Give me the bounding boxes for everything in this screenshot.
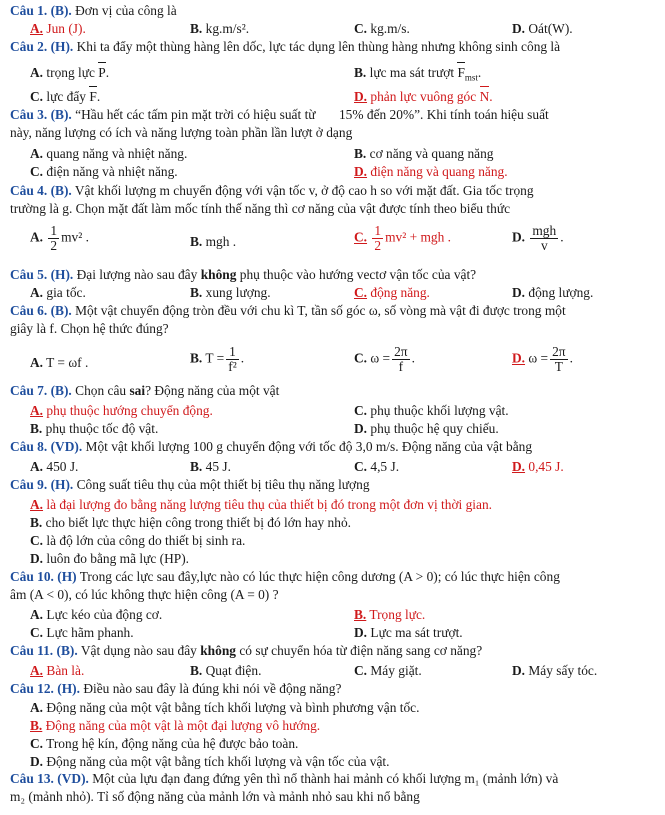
question-label: Câu 13. xyxy=(10,771,54,786)
option-c[interactable]: C. 4,5 J. xyxy=(354,459,400,474)
option-b[interactable]: B. lực ma sát trượt $F_{mst}$. xyxy=(354,65,482,83)
question-label: Câu 10. xyxy=(10,569,54,584)
option-a[interactable]: A. phụ thuộc hướng chuyển động. xyxy=(30,403,213,418)
question-text-cont: m₂ (mảnh nhỏ). Tỉ số động năng của mảnh lớn và mảnh nhỏ sau khi nổ bằng xyxy=(10,789,420,804)
question-text-post: phụ thuộc vào hướng vectơ vận tốc của vật? xyxy=(239,267,477,282)
option-c[interactable]: C. phụ thuộc khối lượng vật. xyxy=(354,403,509,418)
option-d[interactable]: D. luôn đo bằng mã lực (HP). xyxy=(30,551,190,566)
question-text: Vật dụng nào sau đây xyxy=(80,643,197,658)
question-label: Câu 1. xyxy=(10,3,48,18)
question-text: Đơn vị của công là xyxy=(75,3,177,18)
question-8 xyxy=(10,438,658,456)
question-text: Điều nào sau đây là đúng khi nói về động năng? xyxy=(83,681,342,696)
option-b[interactable]: B. kg.m/s². xyxy=(190,21,250,36)
question-level: (VD). xyxy=(57,771,89,786)
option-c[interactable]: C. động năng. xyxy=(354,285,430,300)
question-10-options-row2 xyxy=(30,624,660,642)
option-c[interactable]: C. Lực hãm phanh. xyxy=(30,625,134,640)
question-2-options-row1 xyxy=(30,64,660,82)
question-2 xyxy=(10,38,658,56)
question-level: (B). xyxy=(50,3,72,18)
question-text-cont: trường là g. Chọn mặt đất làm mốc tính thế năng thì cơ năng của vật được tính theo biểu thức xyxy=(10,201,511,216)
option-a[interactable]: A. $\frac{1}{2}$ mv² . xyxy=(30,223,89,253)
question-text: Một của lựu đạn đang đứng yên thì nổ thành hai mảnh có khối lượng m₁ (mảnh lớn) và xyxy=(92,771,559,786)
question-level: (H). xyxy=(50,477,74,492)
question-keyword: sai xyxy=(129,383,146,398)
question-3 xyxy=(10,106,658,142)
option-d[interactable]: D. Lực ma sát trượt. xyxy=(354,625,463,640)
option-c[interactable]: C. Trong hệ kín, động năng của hệ được bảo toàn. xyxy=(30,736,299,751)
option-b[interactable]: B. cho biết lực thực hiện công trong thiết bị đó lớn hay nhỏ. xyxy=(30,515,351,530)
option-a[interactable]: A. T = ωf . xyxy=(30,355,89,370)
question-text: Đại lượng nào sau đây xyxy=(76,267,198,282)
question-6-options xyxy=(30,344,660,374)
option-c[interactable]: C. Máy giặt. xyxy=(354,663,422,678)
option-b[interactable]: B. phụ thuộc tốc độ vật. xyxy=(30,421,159,436)
question-level: (H). xyxy=(50,39,74,54)
option-d[interactable]: D. phản lực vuông góc N. xyxy=(354,89,493,104)
option-a[interactable]: A. trọng lực P. xyxy=(30,65,110,80)
option-a[interactable]: A. Lực kéo của động cơ. xyxy=(30,607,163,622)
question-7-options-row1 xyxy=(30,402,660,420)
question-text: Vật khối lượng m chuyển động với vận tốc v, ở độ cao h so với mặt đất. Gia tốc trọng xyxy=(74,183,534,198)
question-text: Một vật khối lượng 100 g chuyển động với tốc độ 3,0 m/s. Động năng của vật bằng xyxy=(85,439,533,454)
question-text-post: có sự chuyển hóa từ điện năng sang cơ năng? xyxy=(239,643,483,658)
question-8-options xyxy=(30,458,660,476)
option-b[interactable]: B. xung lượng. xyxy=(190,285,271,300)
question-label: Câu 3. xyxy=(10,107,48,122)
option-d[interactable]: D. phụ thuộc hệ quy chiếu. xyxy=(354,421,499,436)
option-d[interactable]: D. Động năng của một vật bằng tích khối lượng và vận tốc của vật. xyxy=(30,754,390,769)
option-b[interactable]: B. Động năng của một vật là một đại lượng vô hướng. xyxy=(30,718,321,733)
option-a[interactable]: A. là đại lượng đo bằng năng lượng tiêu thụ của thiết bị đó trong một đơn vị thời gian. xyxy=(30,497,493,512)
question-label: Câu 11. xyxy=(10,643,54,658)
question-text: Chọn câu xyxy=(75,383,127,398)
option-c[interactable]: C. điện năng và nhiệt năng. xyxy=(30,164,178,179)
question-5-options xyxy=(30,284,660,302)
question-3-options-row2 xyxy=(30,163,660,181)
option-b[interactable]: B. 45 J. xyxy=(190,459,231,474)
question-text-cont: giây là f. Chọn hệ thức đúng? xyxy=(10,321,169,336)
question-5 xyxy=(10,266,658,284)
option-a[interactable]: A. Động năng của một vật bằng tích khối lượng và bình phương vận tốc. xyxy=(30,700,420,715)
question-keyword: không xyxy=(200,643,236,658)
question-level: (B). xyxy=(50,183,72,198)
option-b[interactable]: B. cơ năng và quang năng xyxy=(354,146,494,161)
question-keyword: không xyxy=(200,267,237,282)
question-text-cont: âm (A < 0), có lúc không thực hiện công (A = 0) ? xyxy=(10,587,279,602)
question-12 xyxy=(10,680,658,698)
question-label: Câu 12. xyxy=(10,681,54,696)
option-d[interactable]: D. Oát(W). xyxy=(512,21,573,36)
question-label: Câu 4. xyxy=(10,183,48,198)
question-text-cont: này, năng lượng có ích và năng lượng toàn phần lần lượt ở dạng xyxy=(10,125,353,140)
question-level: (H). xyxy=(57,681,80,696)
option-d[interactable]: D. $\frac{\text{mgh}}{v}$ . xyxy=(512,223,564,253)
question-13 xyxy=(10,770,658,806)
question-label: Câu 9. xyxy=(10,477,48,492)
option-d[interactable]: D. điện năng và quang năng. xyxy=(354,164,508,179)
question-text: “Hầu hết các tấm pin mặt trời có hiệu suất từ 15% đến 20%”. Khi tính toán hiệu suất xyxy=(75,107,549,122)
option-c[interactable]: C. $\frac{1}{2}$ mv² + mgh . xyxy=(354,223,451,253)
option-b[interactable]: B. Trọng lực. xyxy=(354,607,426,622)
question-level: (B). xyxy=(50,303,72,318)
option-a[interactable]: A. gia tốc. xyxy=(30,285,86,300)
option-b[interactable]: B. T = $\frac{1}{\text{f²}}$ . xyxy=(190,344,245,374)
question-level: (VD). xyxy=(50,439,83,454)
question-11 xyxy=(10,642,658,660)
question-label: Câu 2. xyxy=(10,39,48,54)
question-9 xyxy=(10,476,658,494)
option-c[interactable]: C. lực đẩy F. xyxy=(30,89,101,104)
question-text-post: ? Động năng của một vật xyxy=(145,383,280,398)
question-label: Câu 7. xyxy=(10,383,48,398)
option-a[interactable]: A. 450 J. xyxy=(30,459,79,474)
question-level: (B). xyxy=(50,383,72,398)
option-d[interactable]: D. động lượng. xyxy=(512,285,594,300)
question-7-options-row2 xyxy=(30,420,660,438)
question-text: Khi ta đẩy một thùng hàng lên dốc, lực tác dụng lên thùng hàng nhưng không sinh công là xyxy=(76,39,561,54)
question-2-options-row2 xyxy=(30,88,660,106)
question-level: (H). xyxy=(50,267,74,282)
question-10 xyxy=(10,568,658,604)
question-1-options xyxy=(30,20,660,38)
option-c[interactable]: C. kg.m/s. xyxy=(354,21,410,36)
question-7 xyxy=(10,382,658,400)
question-text: Một vật chuyển động tròn đều với chu kì T, tần số góc ω, số vòng mà vật đi được trong một xyxy=(75,303,566,318)
option-a[interactable]: A. quang năng và nhiệt năng. xyxy=(30,146,188,161)
option-b[interactable]: B. mgh . xyxy=(190,234,237,249)
question-4-options xyxy=(30,223,660,253)
question-4 xyxy=(10,182,658,218)
option-c[interactable]: C. ω = $\frac{2\pi}{f}$ . xyxy=(354,344,415,374)
option-c[interactable]: C. là độ lớn của công do thiết bị sinh ra. xyxy=(30,533,246,548)
option-a[interactable]: A. Jun (J). xyxy=(30,21,86,36)
question-text: Công suất tiêu thụ của một thiết bị tiêu thụ năng lượng xyxy=(76,477,370,492)
question-text: Trong các lực sau đây,lực nào có lúc thực hiện công dương (A > 0); có lúc thực hiện công xyxy=(79,569,560,584)
question-label: Câu 6. xyxy=(10,303,48,318)
question-6 xyxy=(10,302,658,338)
option-d[interactable]: D. ω = $\frac{2\pi}{T}$ . xyxy=(512,344,573,374)
question-label: Câu 8. xyxy=(10,439,48,454)
question-11-options xyxy=(30,662,660,680)
question-1 xyxy=(10,2,658,20)
option-d[interactable]: D. Máy sấy tóc. xyxy=(512,663,598,678)
question-label: Câu 5. xyxy=(10,267,48,282)
question-10-options-row1 xyxy=(30,606,660,624)
question-level: (B). xyxy=(56,643,78,658)
question-level: (B). xyxy=(50,107,72,122)
option-b[interactable]: B. Quạt điện. xyxy=(190,663,262,678)
option-a[interactable]: A. Bàn là. xyxy=(30,663,85,678)
option-d[interactable]: D. 0,45 J. xyxy=(512,459,564,474)
question-level: (H) xyxy=(57,569,77,584)
question-3-options-row1 xyxy=(30,145,660,163)
